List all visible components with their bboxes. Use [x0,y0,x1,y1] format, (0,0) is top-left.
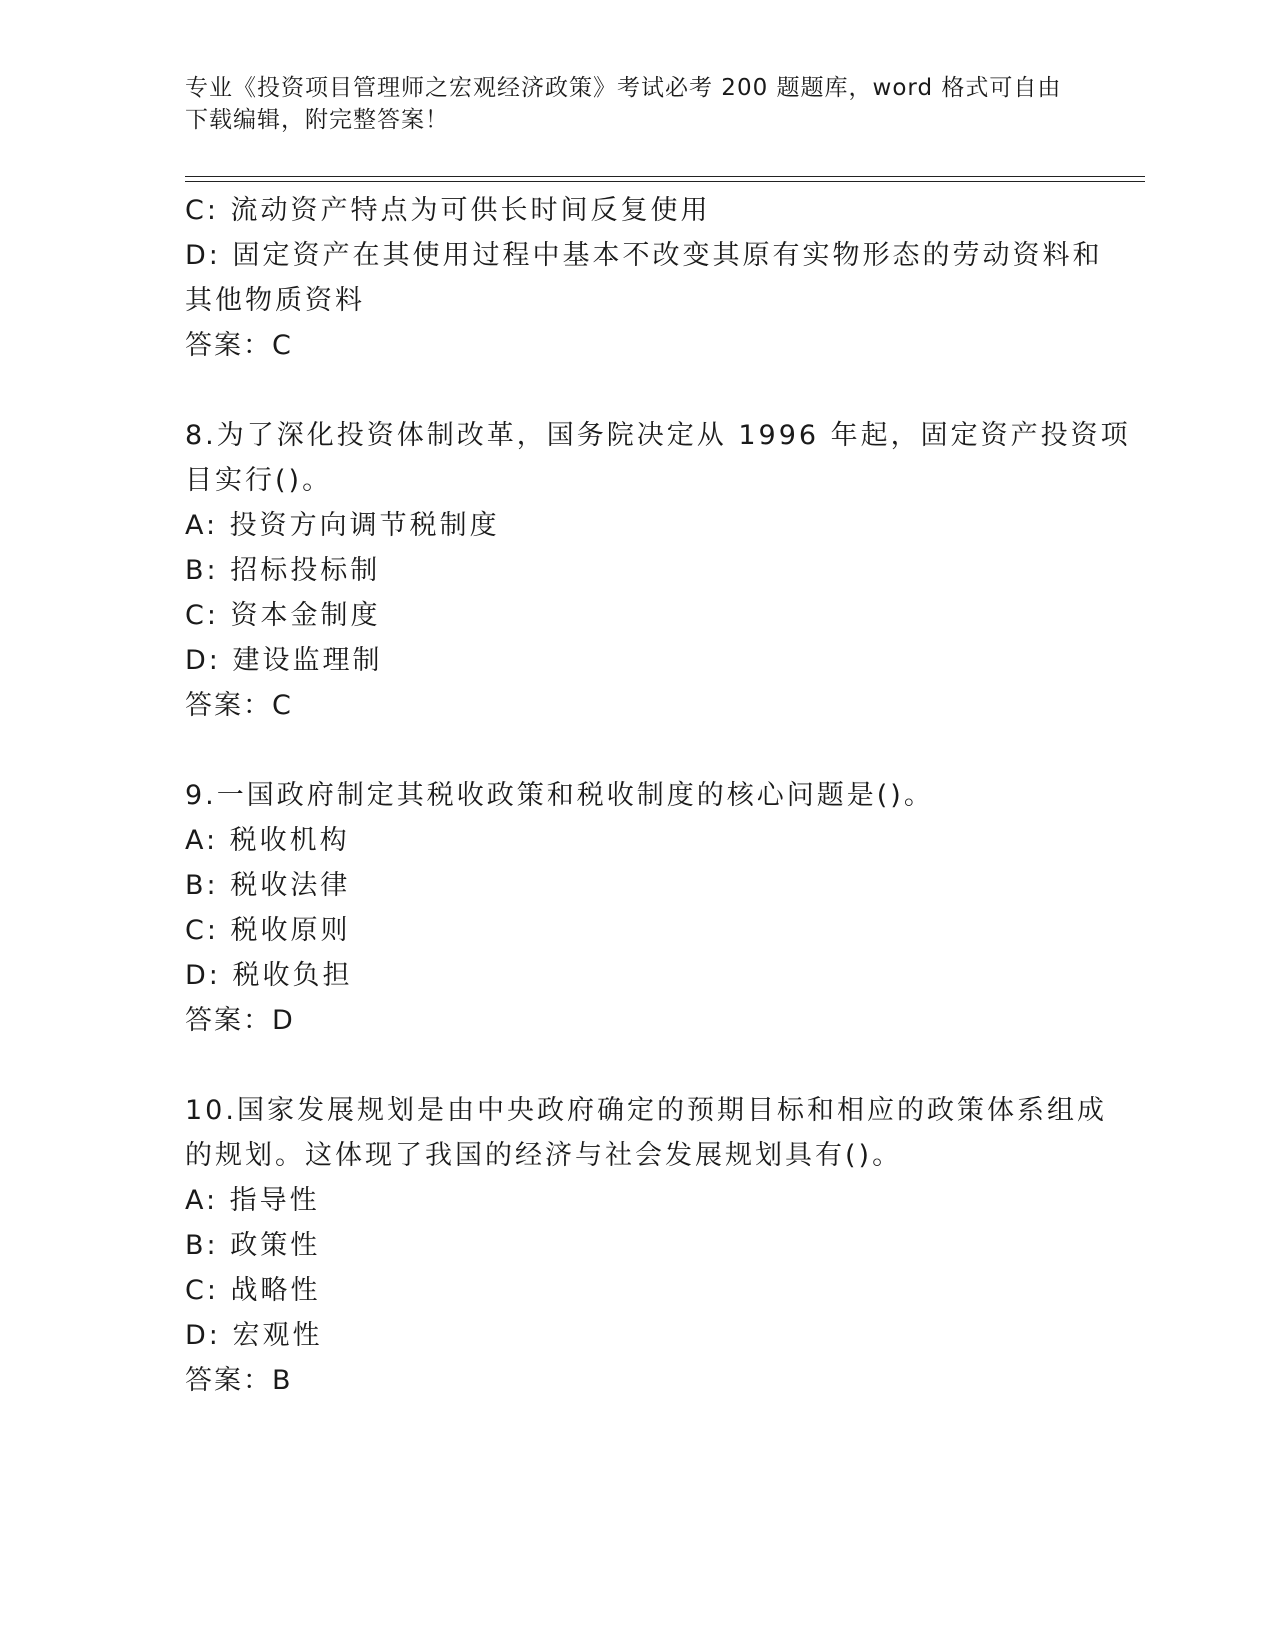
option-d: D: 宏观性 [185,1320,323,1351]
option-a: A: 指导性 [185,1185,320,1216]
prev-answer: 答案：C [185,330,293,361]
prev-option-c: C: 流动资产特点为可供长时间反复使用 [185,195,711,226]
option-c: C: 战略性 [185,1275,321,1306]
answer: 答案：C [185,690,293,721]
answer: 答案：D [185,1005,295,1036]
header-text-line-1: 专业《投资项目管理师之宏观经济政策》考试必考 200 题题库，word 格式可自由 [185,75,1062,101]
document-body [185,188,1131,1403]
spacer [185,368,1085,413]
question-stem-line-2: 的规划。这体现了我国的经济与社会发展规划具有()。 [185,1140,903,1171]
spacer [185,1043,1085,1088]
option-b: B: 税收法律 [185,870,351,901]
header-divider-bottom [185,181,1145,182]
option-b: B: 招标投标制 [185,555,381,586]
option-a: A: 投资方向调节税制度 [185,510,500,541]
option-b: B: 政策性 [185,1230,321,1261]
answer: 答案：B [185,1365,293,1396]
question-10 [185,1088,1107,1403]
question-stem-line-1: 8.为了深化投资体制改革，国务院决定从 1996 年起，固定资产投资项 [185,420,1131,451]
question-stem-line-2: 目实行()。 [185,465,333,496]
option-d: D: 税收负担 [185,960,353,991]
option-c: C: 资本金制度 [185,600,381,631]
prev-option-d-line-1: D: 固定资产在其使用过程中基本不改变其原有实物形态的劳动资料和 [185,240,1103,271]
document-header [185,72,1065,136]
header-divider-top [185,176,1145,177]
option-a: A: 税收机构 [185,825,350,856]
question-8 [185,413,1131,728]
question-stem-line-1: 9.一国政府制定其税收政策和税收制度的核心问题是()。 [185,780,934,811]
option-c: C: 税收原则 [185,915,351,946]
spacer [185,728,1085,773]
header-text-line-2: 下载编辑，附完整答案！ [185,107,449,133]
option-d: D: 建设监理制 [185,645,383,676]
prev-option-d-line-2: 其他物质资料 [185,285,365,316]
question-9 [185,773,1085,1043]
question-stem-line-1: 10.国家发展规划是由中央政府确定的预期目标和相应的政策体系组成 [185,1095,1107,1126]
